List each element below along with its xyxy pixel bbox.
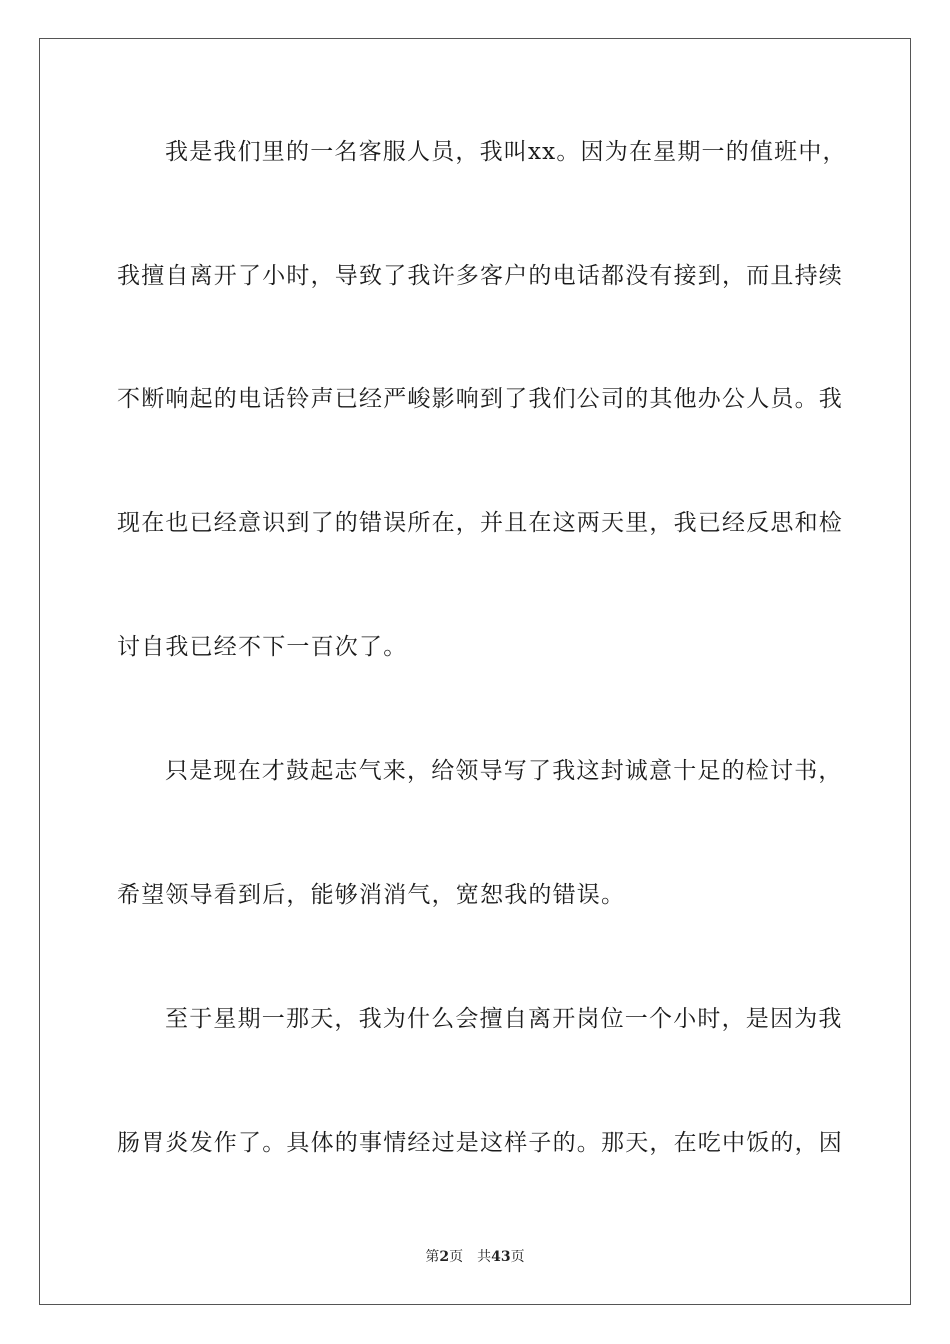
paragraph-3-line-2: 肠胃炎发作了。具体的事情经过是这样子的。那天，在吃中饭的，因 xyxy=(117,1130,843,1156)
paragraph-1-line-1: 我是我们里的一名客服人员，我叫xx。因为在星期一的值班中， xyxy=(165,139,847,165)
page-suffix: 页 xyxy=(449,1249,464,1265)
paragraph-2-line-1: 只是现在才鼓起志气来，给领导写了我这封诚意十足的检讨书， xyxy=(165,758,843,784)
total-pages: 43 xyxy=(491,1249,511,1265)
paragraph-2-line-2: 希望领导看到后，能够消消气，宽恕我的错误。 xyxy=(117,882,626,908)
page-prefix: 第 xyxy=(425,1249,440,1265)
paragraph-1-line-5: 讨自我已经不下一百次了。 xyxy=(117,634,408,660)
paragraph-1-line-3: 不断响起的电话铃声已经严峻影响到了我们公司的其他办公人员。我 xyxy=(117,386,843,412)
page-footer xyxy=(0,1248,950,1266)
page-number: 2 xyxy=(439,1249,450,1265)
paragraph-3-line-1: 至于星期一那天，我为什么会擅自离开岗位一个小时，是因为我 xyxy=(165,1006,843,1032)
paragraph-1-line-4: 现在也已经意识到了的错误所在，并且在这两天里，我已经反思和检 xyxy=(117,510,843,536)
total-prefix: 共 xyxy=(477,1249,492,1265)
paragraph-1-line-2: 我擅自离开了小时，导致了我许多客户的电话都没有接到，而且持续 xyxy=(117,263,843,289)
total-suffix: 页 xyxy=(510,1249,525,1265)
page-border xyxy=(39,38,911,1305)
